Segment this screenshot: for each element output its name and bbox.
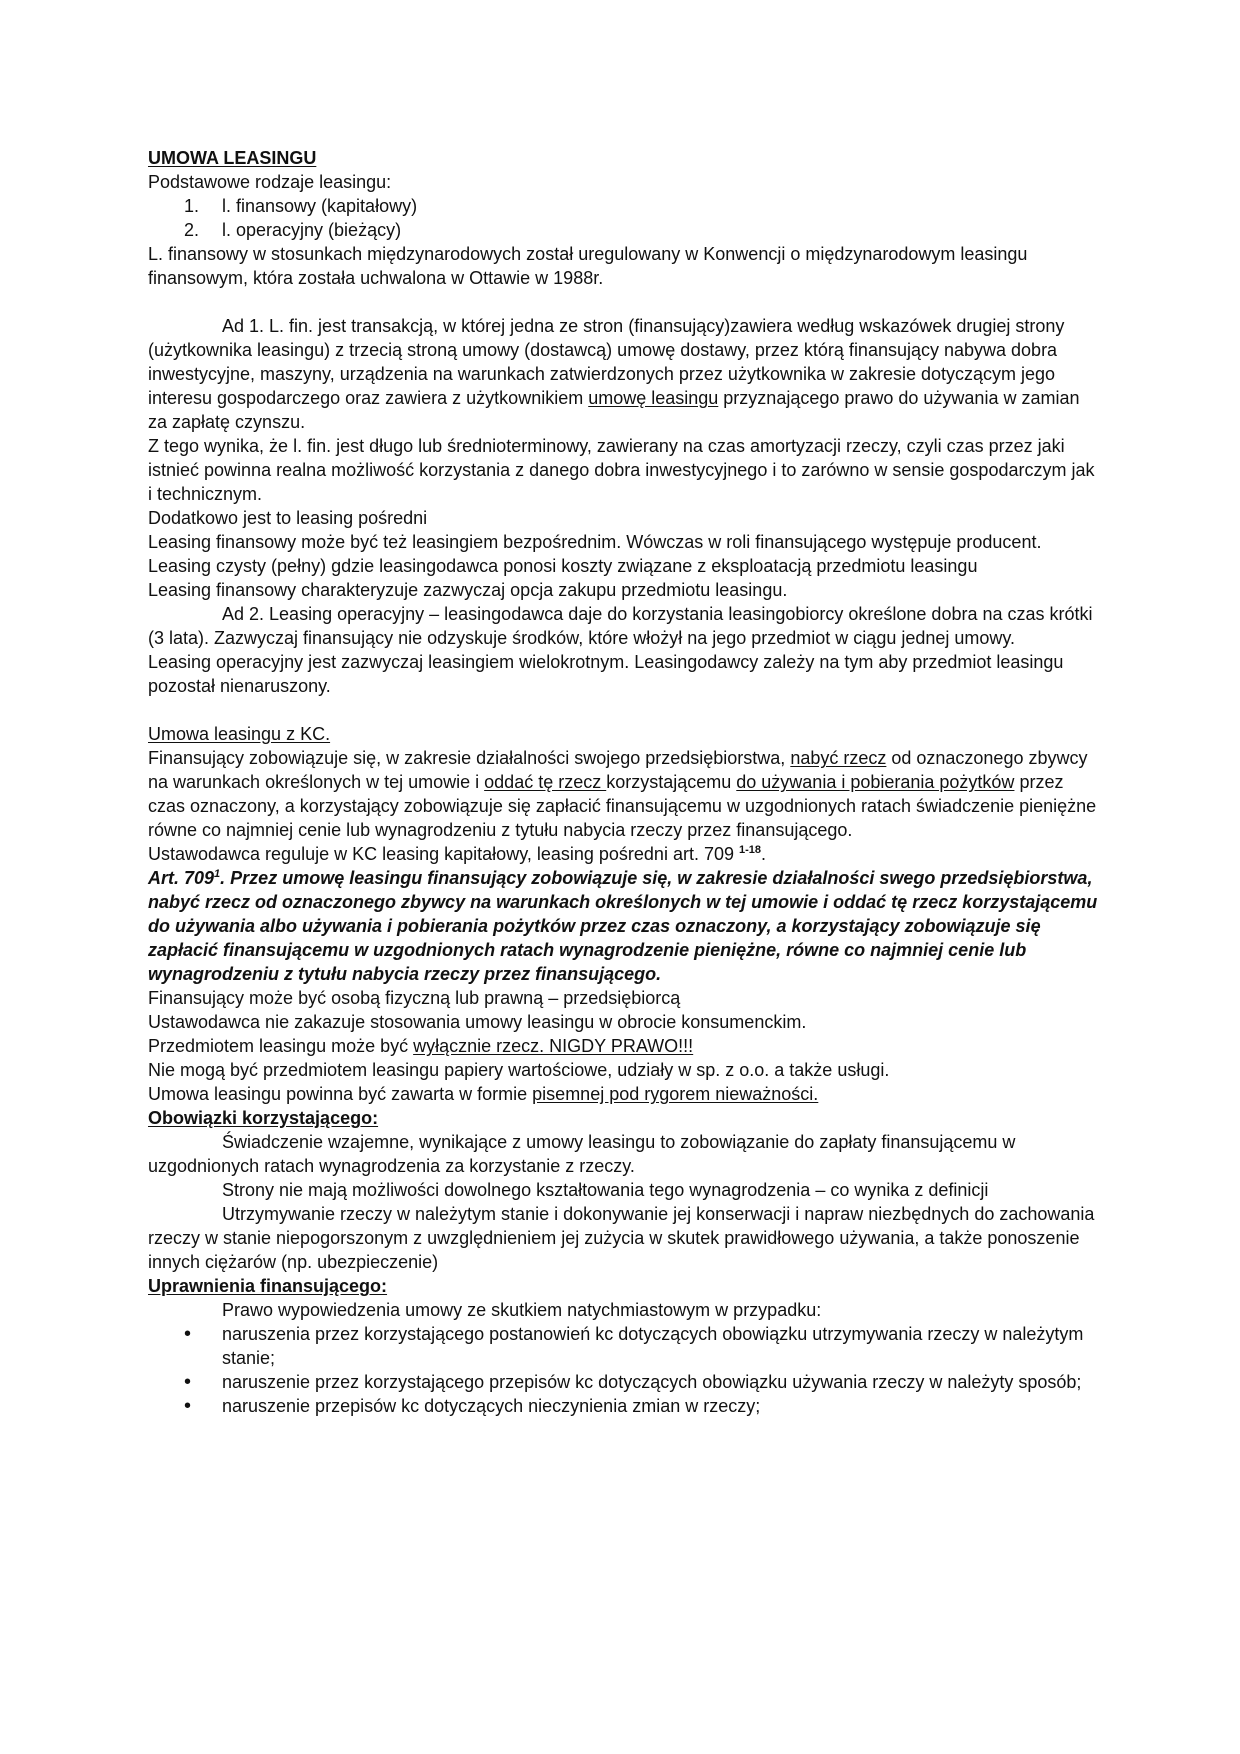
list-item: [148, 218, 1098, 242]
paragraph: Leasing operacyjny jest zazwyczaj leasingiem wielokrotnym. Leasingodawcy zależy na tym aby przedmiot leasingu pozostał nienaruszony.: [148, 652, 1064, 696]
text-run: Art. 709: [148, 868, 215, 888]
section-heading: Obowiązki korzystającego:: [148, 1108, 379, 1128]
definition-paragraph: [148, 746, 1098, 842]
paragraph: Świadczenie wzajemne, wynikające z umowy leasingu to zobowiązanie do zapłaty finansującemu w uzgodnionych ratach wynagrodzenia za korzystanie z rzeczy.: [148, 1132, 1016, 1176]
paragraph: Z tego wynika, że l. fin. jest długo lub średnioterminowy, zawierany na czas amortyzacji rzeczy, czyli czas przez jaki istnieć powinna realna możliwość korzystania z danego dobra inwestycyjnego i to zarówno w sensie gospodarczym jak i technicznym.: [148, 436, 1095, 504]
list-text: l. finansowy (kapitałowy): [222, 196, 418, 216]
convention-note: L. finansowy w stosunkach międzynarodowych został uregulowany w Konwencji o międzynarodowym leasingu finansowym, która została uchwalona w Ottawie w 1988r.: [148, 244, 1028, 288]
underlined-term: wyłącznie rzecz. NIGDY PRAWO!!!: [413, 1036, 694, 1056]
underlined-term: do używania i pobierania pożytków: [736, 772, 1015, 792]
paragraph: [148, 842, 1098, 866]
section-heading: Umowa leasingu z KC.: [148, 724, 331, 744]
paragraph: Prawo wypowiedzenia umowy ze skutkiem natychmiastowym w przypadku:: [222, 1300, 822, 1320]
document-title: UMOWA LEASINGU: [148, 148, 317, 168]
spacer: [148, 698, 1098, 722]
text-run: przez czas oznaczony, a korzystający zobowiązuje się zapłacić finansującemu w uzgodnionych ratach świadczenie pieniężne równe co najmniej cenie lub wynagrodzeniu z tytułu nabycia rzeczy przez finansującego.: [148, 772, 1097, 840]
paragraph: Leasing finansowy charakteryzuje zazwyczaj opcja zakupu przedmiotu leasingu.: [148, 580, 788, 600]
paragraph: Finansujący może być osobą fizyczną lub prawną – przedsiębiorcą: [148, 988, 681, 1008]
spacer: [148, 290, 1098, 314]
text-run: . Przez umowę leasingu finansujący zobowiązuje się, w zakresie działalności swego przedsiębiorstwa, nabyć rzecz od oznaczonego zbywcy na warunkach określonych w tej umowie i oddać tę rzecz korzystającemu do używania albo używania i pobierania pożytków przez czas oznaczony, a korzystający zobowiązuje się zapłacić finansującemu w uzgodnionych ratach wynagrodzenie pieniężne, równe co najmniej cenie lub wynagrodzeniu z tytułu nabycia rzeczy przez finansującego.: [148, 868, 1098, 984]
underlined-term: umowę leasingu: [588, 388, 719, 408]
paragraph: Dodatkowo jest to leasing pośredni: [148, 508, 428, 528]
ad2-paragraph: Ad 2. Leasing operacyjny – leasingodawca daje do korzystania leasingobiorcy określone dobra na czas krótki (3 lata). Zazwyczaj finansujący nie odzyskuje środków, które włożył na jego przedmiot w ciągu jednej umowy.: [148, 604, 1093, 648]
text-run: Finansujący zobowiązuje się, w zakresie działalności swojego przedsiębiorstwa,: [148, 748, 791, 768]
paragraph: [148, 1082, 1098, 1106]
article-quote: [148, 866, 1098, 986]
superscript: 1-18: [739, 844, 762, 856]
superscript: 1: [214, 868, 221, 880]
bullet-item: • naruszenie przepisów kc dotyczących nieczynienia zmian w rzeczy;: [148, 1394, 1098, 1418]
list-number: 1.: [184, 196, 200, 216]
paragraph: [148, 1034, 1098, 1058]
text-run: korzystającemu: [606, 772, 737, 792]
list-text: l. operacyjny (bieżący): [222, 220, 402, 240]
underlined-term: oddać tę rzecz: [484, 772, 607, 792]
text-run: od oznaczonego zbywcy na warunkach określonych w tej umowie i: [148, 748, 1088, 792]
bullet-item: • naruszenia przez korzystającego postanowień kc dotyczących obowiązku utrzymywania rzeczy w należytym stanie;: [148, 1322, 1098, 1370]
underlined-term: nabyć rzecz: [790, 748, 887, 768]
paragraph: Strony nie mają możliwości dowolnego kształtowania tego wynagrodzenia – co wynika z definicji: [222, 1180, 989, 1200]
text-run: Ustawodawca reguluje w KC leasing kapitałowy, leasing pośredni art. 709: [148, 844, 739, 864]
paragraph: Nie mogą być przedmiotem leasingu papiery wartościowe, udziały w sp. z o.o. a także usługi.: [148, 1060, 890, 1080]
underlined-term: pisemnej pod rygorem nieważności.: [532, 1084, 819, 1104]
text-run: Ad 1. L. fin. jest transakcją, w której jedna ze stron (finansujący)zawiera według wskazówek drugiej strony (użytkownika leasingu) z trzecią stroną umowy (dostawcą) umowę dostawy, przez którą finansujący nabywa dobra inwestycyjne, maszyny, urządzenia na warunkach zatwierdzonych przez użytkownika w zakresie dotyczącym jego interesu gospodarczego oraz zawiera z użytkownikiem: [148, 316, 1065, 408]
section-heading: Uprawnienia finansującego:: [148, 1276, 388, 1296]
list-item: [148, 194, 1098, 218]
list-number: 2.: [184, 220, 200, 240]
ad1-paragraph: [148, 314, 1098, 434]
paragraph: Ustawodawca nie zakazuje stosowania umowy leasingu w obrocie konsumenckim.: [148, 1012, 807, 1032]
types-intro: Podstawowe rodzaje leasingu:: [148, 172, 392, 192]
text-run: Umowa leasingu powinna być zawarta w formie: [148, 1084, 533, 1104]
document-page: [148, 146, 1098, 1418]
paragraph: Leasing czysty (pełny) gdzie leasingodawca ponosi koszty związane z eksploatacją przedmiotu leasingu: [148, 556, 978, 576]
paragraph: Utrzymywanie rzeczy w należytym stanie i dokonywanie jej konserwacji i napraw niezbędnych do zachowania rzeczy w stanie niepogorszonym z uwzględnieniem jej zużycia w skutek prawidłowego używania, a także ponoszenie innych ciężarów (np. ubezpieczenie): [148, 1204, 1095, 1272]
bullet-item: • naruszenie przez korzystającego przepisów kc dotyczących obowiązku używania rzeczy w należyty sposób;: [148, 1370, 1098, 1394]
text-run: Przedmiotem leasingu może być: [148, 1036, 414, 1056]
text-run: przyznającego prawo do używania w zamian za zapłatę czynszu.: [148, 388, 1080, 432]
paragraph: Leasing finansowy może być też leasingiem bezpośrednim. Wówczas w roli finansującego występuje producent.: [148, 532, 1042, 552]
text-run: .: [761, 844, 767, 864]
